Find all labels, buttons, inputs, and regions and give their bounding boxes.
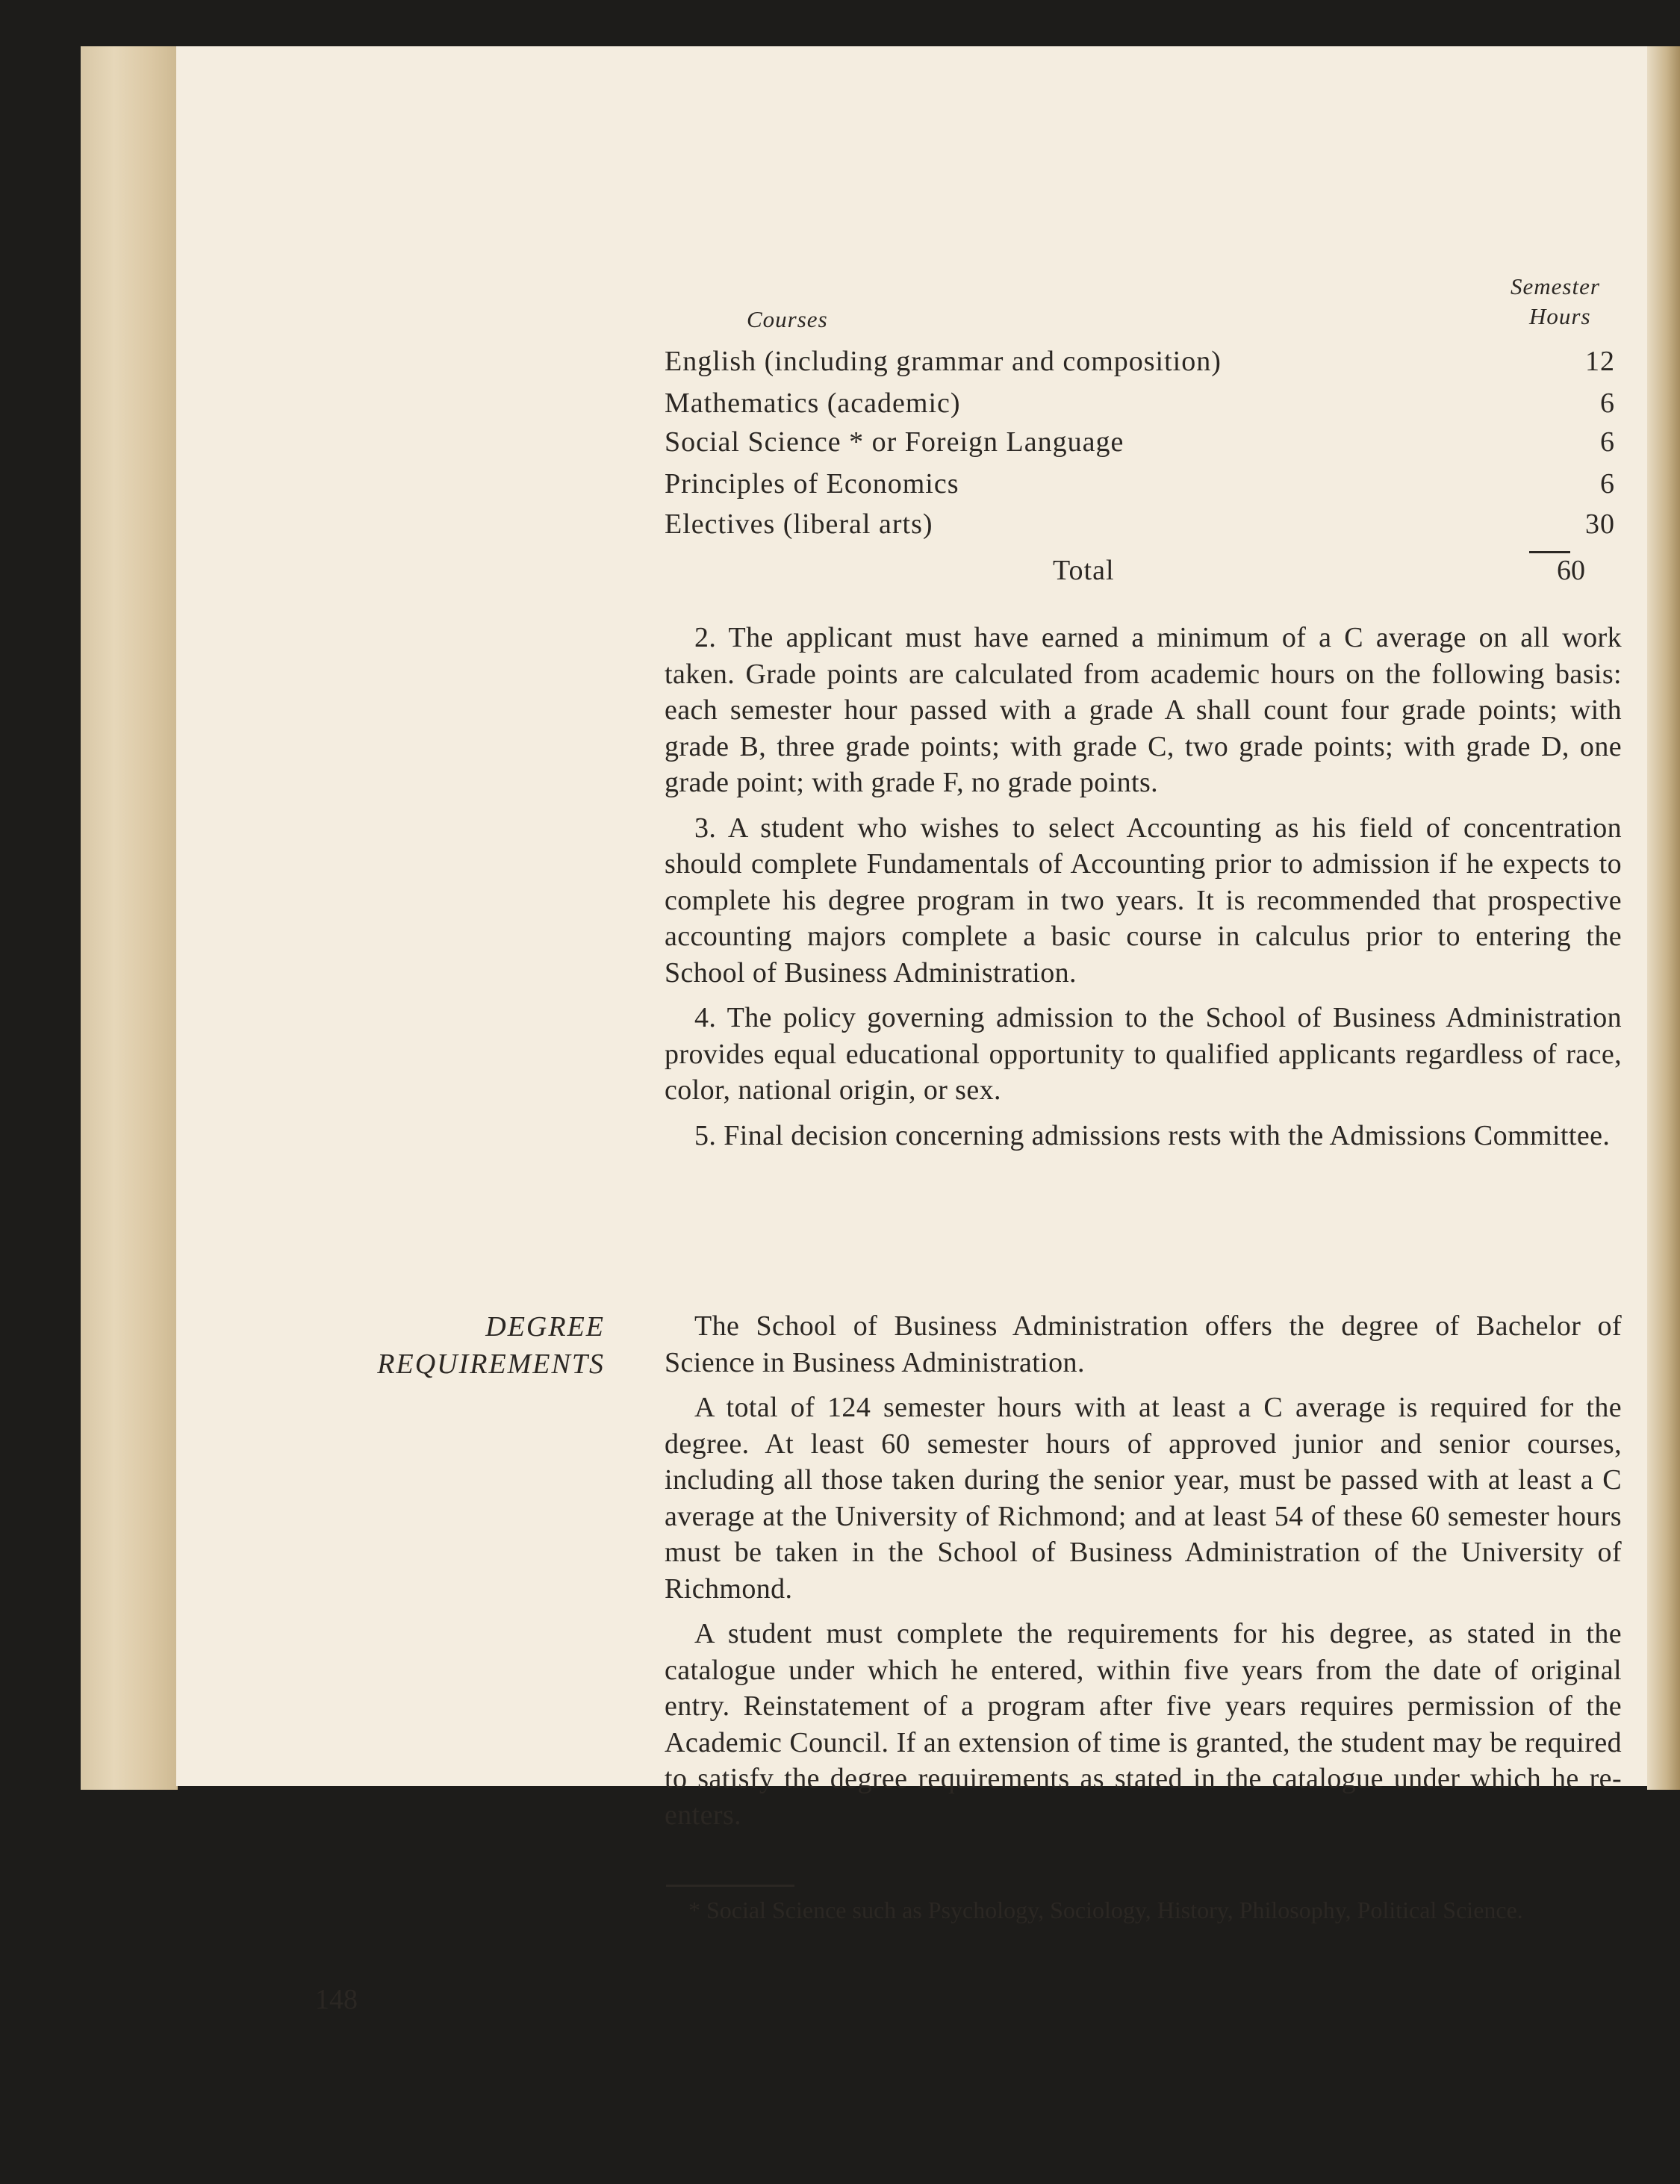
admission-paragraph: 2. The applicant must have earned a minimum of a C average on all work taken. Grade points are calculated from academic hours on the following basis: each semester hour passed with a grade A shall count four grade points; with grade B, three grade points; with grade C, two grade points; with grade D, one grade point; with grade F, no grade points. — [665, 622, 1622, 798]
footnote-rule — [666, 1885, 794, 1887]
course-name: English (including grammar and composition) — [665, 346, 1222, 377]
heading-line: REQUIREMENTS — [377, 1348, 605, 1380]
section-heading-degree-requirements — [299, 1308, 605, 1383]
course-name: Electives (liberal arts) — [665, 508, 933, 540]
admission-paragraph: 3. A student who wishes to select Accounting as his field of concentration should complete Fundamentals of Accounting prior to admission if he expects to complete his degree program in two years. It is recommended that prospective accounting majors complete a basic course in calculus prior to entering the School of Business Administration. — [665, 812, 1622, 989]
page-edge — [81, 46, 178, 1790]
total-rule — [1529, 551, 1570, 553]
admission-paragraph: 4. The policy governing admission to the School of Business Administration provides equal educational opportunity to qualified applicants regardless of race, color, national origin, or sex. — [665, 1002, 1622, 1106]
header-courses: Courses — [747, 306, 828, 332]
degree-paragraph: A student must complete the requirements for his degree, as stated in the catalogue under which he entered, within five years from the date of original entry. Reinstatement of a program after five years requires permission of the Academic Council. If an extension of time is granted, the student may be required to satisfy the degree requirements as stated in the catalogue under which he re-enters. — [665, 1618, 1622, 1831]
degree-paragraph: The School of Business Administration offers the degree of Bachelor of Science in Business Administration. — [665, 1310, 1622, 1378]
course-name: Mathematics (academic) — [665, 388, 961, 419]
footnote-text: * Social Science such as Psychology, Sociology, History, Philosophy, Political Science. — [688, 1897, 1523, 1923]
heading-line: DEGREE — [485, 1311, 605, 1343]
course-name: Social Science * or Foreign Language — [665, 426, 1124, 458]
course-row — [665, 426, 1615, 463]
admission-paragraph: 5. Final decision concerning admissions rests with the Admissions Committee. — [694, 1119, 1611, 1151]
course-hours: 12 — [1585, 346, 1615, 377]
course-row — [665, 387, 1615, 424]
course-hours: 6 — [1600, 468, 1615, 500]
course-hours: 30 — [1585, 508, 1615, 540]
degree-paragraph: A total of 124 semester hours with at least a C average is required for the degree. At least 60 semester hours of approved junior and senior courses, including all those taken during the senior year, must be passed with at least a C average at the University of Richmond; and at least 54 of these 60 semester hours must be taken in the School of Business Administration of the University of Richmond. — [665, 1392, 1622, 1605]
footnote — [666, 1894, 1629, 1926]
course-row — [665, 467, 1615, 505]
course-hours: 6 — [1600, 388, 1615, 419]
page-number: 148 — [315, 1984, 358, 2015]
course-hours: 6 — [1600, 426, 1615, 458]
admission-requirements — [665, 620, 1622, 1163]
total-label: Total — [1053, 555, 1115, 586]
degree-requirements-text — [665, 1308, 1622, 1842]
header-semester: Semester — [1511, 273, 1600, 299]
page-right-edge — [1647, 46, 1680, 1790]
course-name: Principles of Economics — [665, 468, 959, 500]
total-hours: 60 — [1557, 555, 1585, 586]
course-row — [665, 508, 1615, 545]
course-row — [665, 345, 1615, 382]
header-hours: Hours — [1529, 303, 1591, 329]
